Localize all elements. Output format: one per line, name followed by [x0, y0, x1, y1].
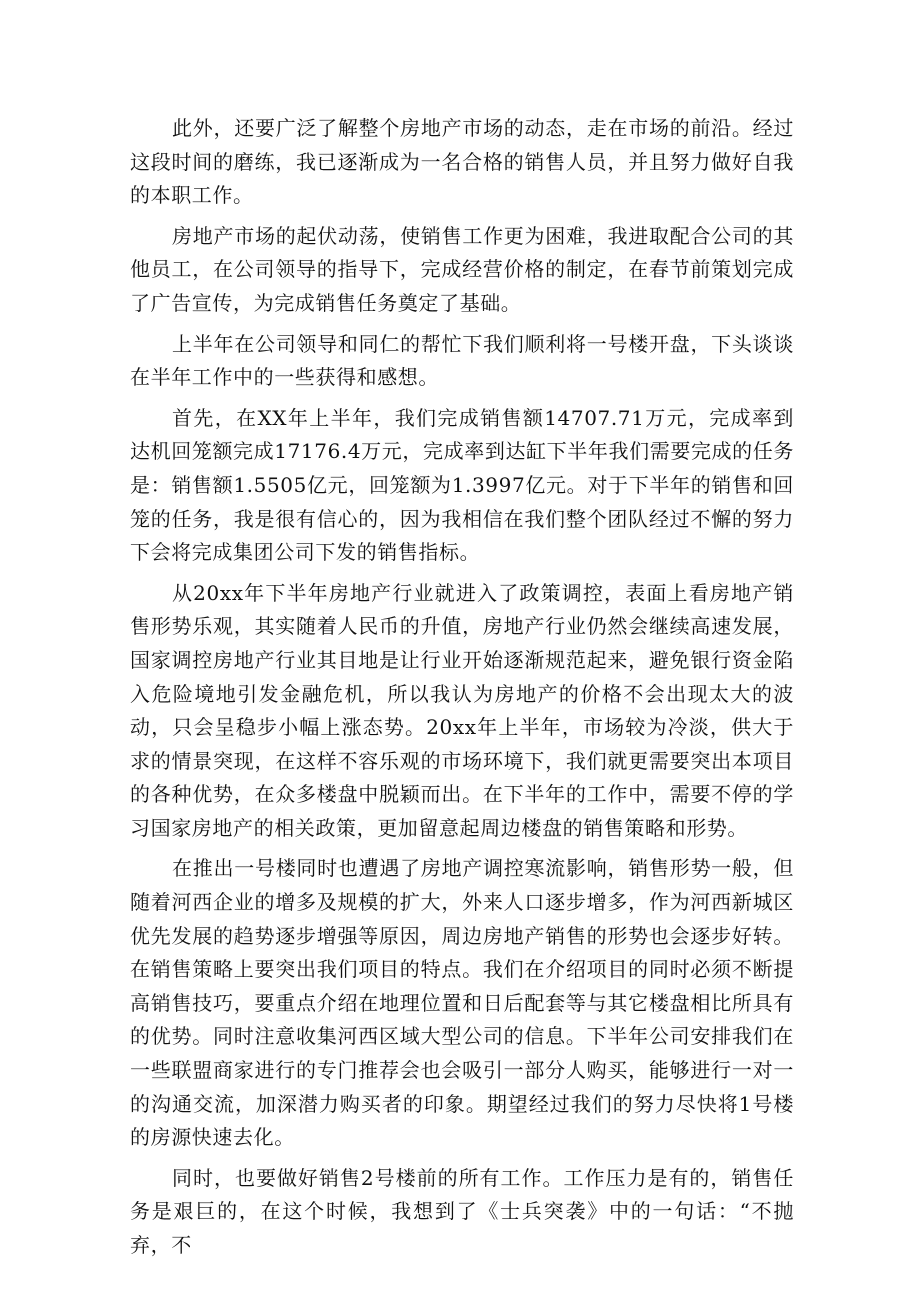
paragraph-2: 房地产市场的起伏动荡，使销售工作更为困难，我进取配合公司的其他员工，在公司领导的指导下，完成经营价格的制定，在春节前策划完成了广告宣传，为完成销售任务奠定了基础。: [130, 223, 794, 315]
paragraph-4: 首先，在XX年上半年，我们完成销售额14707.71万元，完成率到达机回笼额完成17176.4万元，完成率到达缸下半年我们需要完成的任务是：销售额1.5505亿元，回笼额为1.3997亿元。对于下半年的销售和回笼的任务，我是很有信心的，因为我相信在我们整个团队经过不懈的努力下会将完成集团公司下发的销售指标。: [130, 405, 794, 565]
paragraph-1: 此外，还要广泛了解整个房地产市场的动态，走在市场的前沿。经过这段时间的磨练，我已逐渐成为一名合格的销售人员，并且努力做好自我的本职工作。: [130, 116, 794, 208]
paragraph-6: 在推出一号楼同时也遭遇了房地产调控寒流影响，销售形势一般，但随着河西企业的增多及规模的扩大，外来人口逐步增多，作为河西新城区优先发展的趋势逐步增强等原因，周边房地产销售的形势也会逐步好转。在销售策略上要突出我们项目的特点。我们在介绍项目的同时必须不断提高销售技巧，要重点介绍在地理位置和日后配套等与其它楼盘相比所具有的优势。同时注意收集河西区域大型公司的信息。下半年公司安排我们在一些联盟商家进行的专门推荐会也会吸引一部分人购买，能够进行一对一的沟通交流，加深潜力购买者的印象。期望经过我们的努力尽快将1号楼的房源快速去化。: [130, 856, 794, 1150]
document-body: [130, 112, 794, 1270]
paragraph-3: 上半年在公司领导和同仁的帮忙下我们顺利将一号楼开盘，下头谈谈在半年工作中的一些获得和感想。: [130, 331, 794, 390]
paragraph-5: 从20xx年下半年房地产行业就进入了政策调控，表面上看房地产销售形势乐观，其实随着人民币的升值，房地产行业仍然会继续高速发展，国家调控房地产行业其目地是让行业开始逐渐规范起来，避免银行资金陷入危险境地引发金融危机，所以我认为房地产的价格不会出现太大的波动，只会呈稳步小幅上涨态势。20xx年上半年，市场较为冷淡，供大于求的情景突现，在这样不容乐观的市场环境下，我们就更需要突出本项目的各种优势，在众多楼盘中脱颖而出。在下半年的工作中，需要不停的学习国家房地产的相关政策，更加留意起周边楼盘的销售策略和形势。: [130, 580, 794, 840]
paragraph-7: 同时，也要做好销售2号楼前的所有工作。工作压力是有的，销售任务是艰巨的，在这个时候，我想到了《士兵突袭》中的一句话：“不抛弃，不: [130, 1165, 794, 1257]
